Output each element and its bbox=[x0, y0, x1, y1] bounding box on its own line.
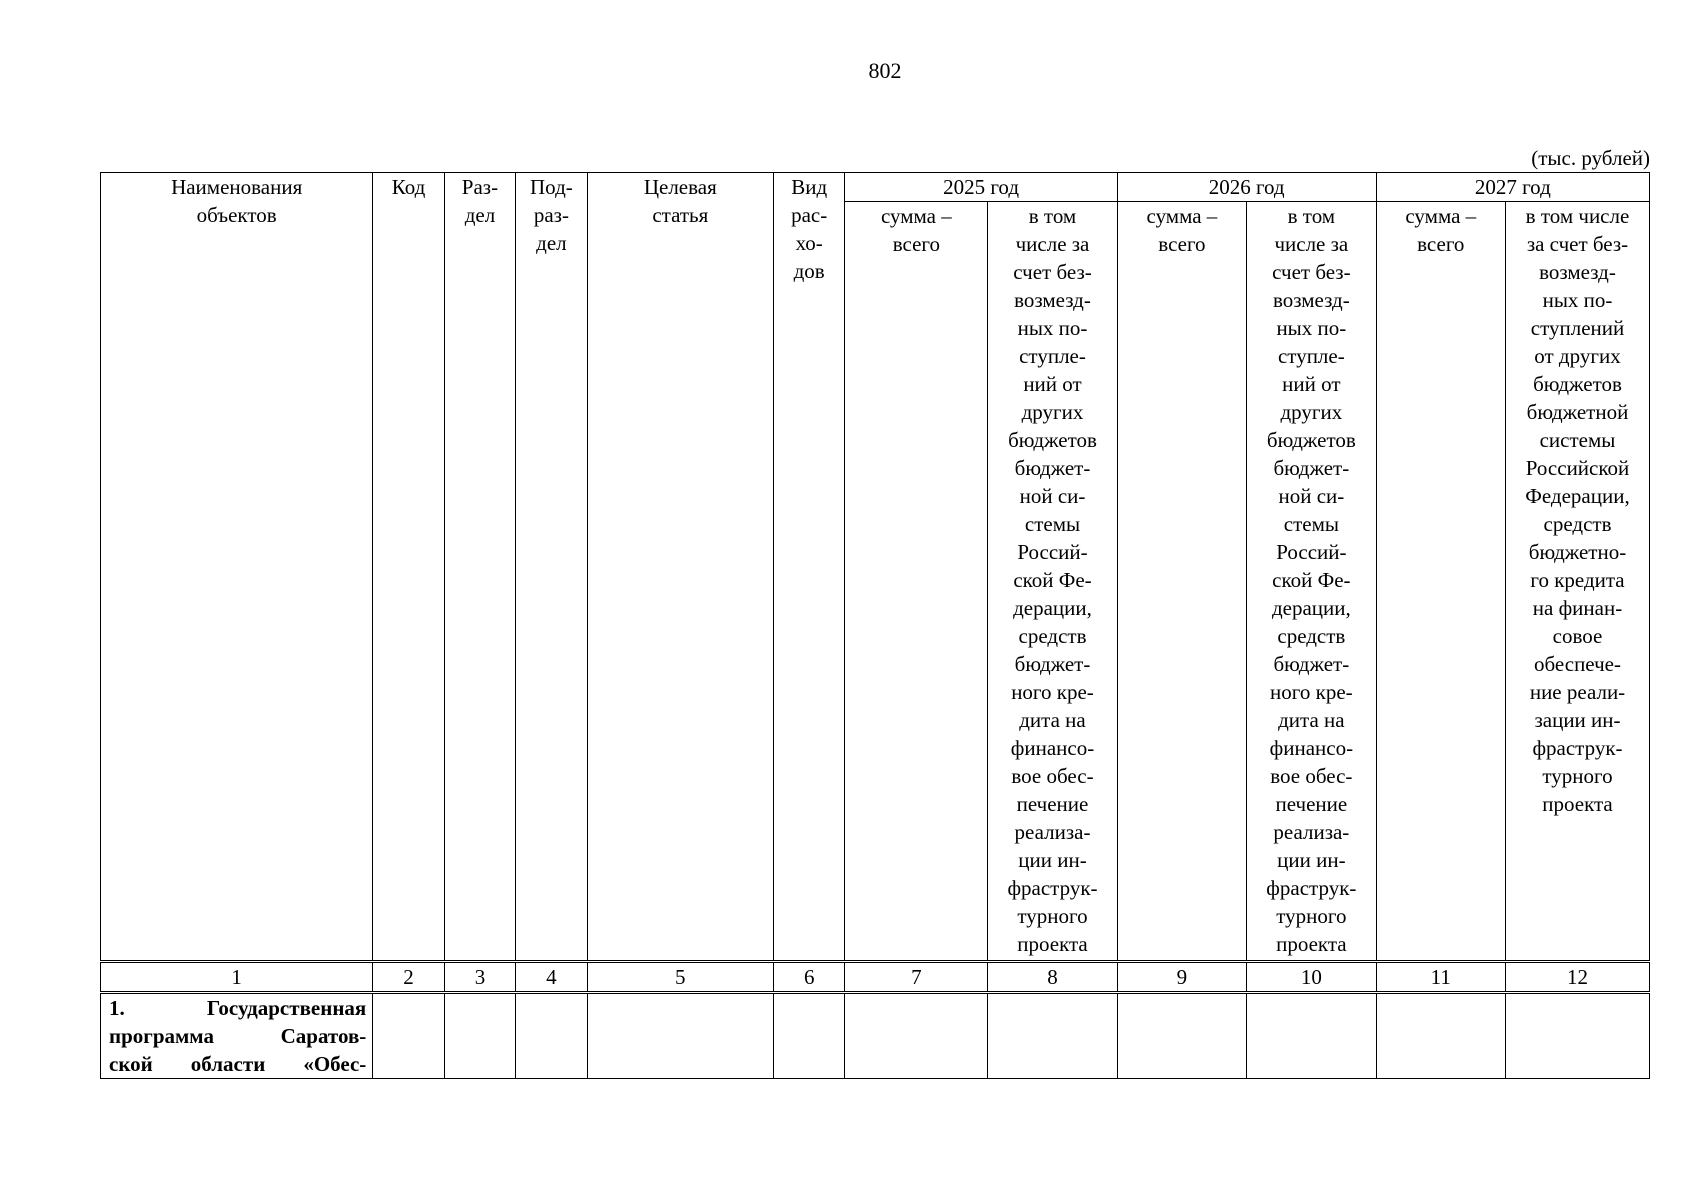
text-line: от других bbox=[1534, 344, 1621, 368]
text-line: всего bbox=[892, 232, 940, 256]
column-number: 2 bbox=[373, 962, 444, 993]
cell-section bbox=[444, 993, 515, 1079]
header-2027-sum-total bbox=[1376, 202, 1505, 962]
text-line: обеспече- bbox=[1534, 652, 1621, 676]
header-2027-incl bbox=[1506, 202, 1650, 962]
text-line: проекта bbox=[1542, 792, 1613, 816]
text-line: бюджетов bbox=[1266, 428, 1356, 452]
text-line: реализа- bbox=[1273, 820, 1350, 844]
text-line: реализа- bbox=[1014, 820, 1091, 844]
header-2025-sum-total bbox=[845, 202, 988, 962]
text-line: дов bbox=[793, 259, 825, 283]
text-line: финансо- bbox=[1269, 736, 1354, 760]
column-number: 11 bbox=[1376, 962, 1505, 993]
header-year-2026: 2026 год bbox=[1117, 173, 1376, 202]
text-line: фраструк- bbox=[1007, 876, 1098, 900]
text-line: ной си- bbox=[1278, 484, 1345, 508]
text-line: раз- bbox=[533, 203, 569, 227]
text-line: Российской bbox=[1525, 456, 1630, 480]
text-line: турного bbox=[1276, 904, 1347, 928]
text-line: фраструк- bbox=[1266, 876, 1357, 900]
text-line: Целевая bbox=[643, 175, 717, 199]
text-line: числе за bbox=[1274, 232, 1349, 256]
text-line: Федерации, bbox=[1525, 484, 1630, 508]
header-2025-incl bbox=[988, 202, 1117, 962]
column-number: 4 bbox=[516, 962, 587, 993]
program-name bbox=[101, 993, 373, 1079]
text-line: ных по- bbox=[1542, 288, 1613, 312]
header-name bbox=[101, 173, 373, 962]
text-line: ской области «Обес- bbox=[109, 1052, 367, 1076]
text-line: Наименования bbox=[171, 175, 303, 199]
cell-2025-incl bbox=[988, 993, 1117, 1079]
text-line: ции ин- bbox=[1018, 848, 1087, 872]
header-2026-incl bbox=[1247, 202, 1376, 962]
cell-target bbox=[587, 993, 773, 1079]
text-line: вое обес- bbox=[1011, 764, 1094, 788]
text-line: турного bbox=[1017, 904, 1088, 928]
page-number: 802 bbox=[868, 58, 902, 83]
text-line: бюджетно- bbox=[1528, 540, 1627, 564]
column-number: 3 bbox=[444, 962, 515, 993]
text-line: ний от bbox=[1023, 372, 1082, 396]
text-line: Под- bbox=[530, 175, 573, 199]
text-line: ной си- bbox=[1019, 484, 1086, 508]
text-line: в том bbox=[1287, 204, 1336, 228]
text-line: ции ин- bbox=[1277, 848, 1346, 872]
text-line: бюджетов bbox=[1008, 428, 1097, 452]
text-line: сумма – bbox=[1146, 204, 1218, 228]
text-line: турного bbox=[1542, 764, 1613, 788]
units-label: (тыс. рублей) bbox=[1531, 146, 1650, 170]
text-line: ступле- bbox=[1019, 344, 1086, 368]
text-line: средств bbox=[1018, 624, 1087, 648]
header-target bbox=[587, 173, 773, 962]
text-line: ступлений bbox=[1530, 316, 1625, 340]
text-line: бюджетов bbox=[1533, 372, 1622, 396]
text-line: дерации, bbox=[1013, 596, 1092, 620]
column-number: 1 bbox=[101, 962, 373, 993]
text-line: печение bbox=[1016, 792, 1089, 816]
text-line: программа Саратов- bbox=[109, 1024, 367, 1048]
cell-expense-type bbox=[773, 993, 844, 1079]
column-numbers-row bbox=[101, 962, 1650, 993]
text-line: Раз- bbox=[461, 175, 499, 199]
header-expense-type bbox=[773, 173, 844, 962]
text-line: счет без- bbox=[1272, 260, 1351, 284]
text-line: ного кре- bbox=[1011, 680, 1094, 704]
text-line: дита на bbox=[1019, 708, 1086, 732]
text-line: системы bbox=[1539, 428, 1616, 452]
text-line: печение bbox=[1275, 792, 1348, 816]
cell-2027-incl bbox=[1506, 993, 1650, 1079]
text-line: за счет без- bbox=[1526, 232, 1629, 256]
text-line: ской Фе- bbox=[1272, 568, 1351, 592]
column-number: 7 bbox=[845, 962, 988, 993]
text-line: бюджет- bbox=[1014, 456, 1091, 480]
text-line: в том числе bbox=[1525, 204, 1630, 228]
text-line: стемы bbox=[1024, 512, 1081, 536]
header-year-2025: 2025 год bbox=[845, 173, 1117, 202]
text-line: счет без- bbox=[1013, 260, 1092, 284]
text-line: дел bbox=[536, 231, 567, 255]
text-line: ных по- bbox=[1017, 316, 1088, 340]
text-line: возмезд- bbox=[1539, 260, 1616, 284]
header-subsection bbox=[516, 173, 587, 962]
text-line: ных по- bbox=[1276, 316, 1347, 340]
header-year-2027: 2027 год bbox=[1376, 173, 1649, 202]
text-line: статья bbox=[652, 203, 709, 227]
text-line: 1. Государственная bbox=[109, 996, 367, 1020]
column-number: 9 bbox=[1117, 962, 1246, 993]
column-number: 5 bbox=[587, 962, 773, 993]
text-line: зации ин- bbox=[1534, 708, 1621, 732]
text-line: ного кре- bbox=[1270, 680, 1353, 704]
cell-2025-sum bbox=[845, 993, 988, 1079]
text-line: стемы bbox=[1283, 512, 1339, 536]
text-line: на финан- bbox=[1532, 596, 1623, 620]
text-line: проекта bbox=[1276, 932, 1347, 956]
text-line: проекта bbox=[1017, 932, 1088, 956]
text-line: сумма – bbox=[880, 204, 952, 228]
text-line: дерации, bbox=[1271, 596, 1351, 620]
text-line: ние реали- bbox=[1529, 680, 1626, 704]
text-line: в том bbox=[1028, 204, 1077, 228]
text-line: средств bbox=[1543, 512, 1612, 536]
text-line: всего bbox=[1417, 232, 1465, 256]
text-line: ступле- bbox=[1277, 344, 1345, 368]
header-section bbox=[444, 173, 515, 962]
text-line: сумма – bbox=[1405, 204, 1477, 228]
text-line: бюджет- bbox=[1273, 456, 1350, 480]
text-line: Россий- bbox=[1017, 540, 1088, 564]
text-line: Вид bbox=[791, 175, 828, 199]
column-number: 10 bbox=[1247, 962, 1376, 993]
header-code: Код bbox=[373, 173, 444, 962]
header-row-1 bbox=[101, 173, 1650, 202]
text-line: ской Фе- bbox=[1013, 568, 1092, 592]
text-line: других bbox=[1021, 400, 1084, 424]
text-line: числе за bbox=[1015, 232, 1090, 256]
text-line: рас- bbox=[791, 203, 828, 227]
cell-code bbox=[373, 993, 444, 1079]
text-line: объектов bbox=[196, 203, 277, 227]
budget-table bbox=[100, 172, 1650, 1079]
column-number: 6 bbox=[773, 962, 844, 993]
text-line: хо- bbox=[795, 231, 823, 255]
text-line: ний от bbox=[1282, 372, 1341, 396]
table-row bbox=[101, 993, 1650, 1079]
text-line: го кредита bbox=[1530, 568, 1625, 592]
cell-subsection bbox=[516, 993, 587, 1079]
text-line: дел bbox=[464, 203, 496, 227]
text-line: возмезд- bbox=[1014, 288, 1091, 312]
text-line: бюджетной bbox=[1526, 400, 1629, 424]
text-line: других bbox=[1280, 400, 1343, 424]
header-2026-sum-total bbox=[1117, 202, 1246, 962]
column-number: 12 bbox=[1506, 962, 1650, 993]
cell-2026-sum bbox=[1117, 993, 1246, 1079]
text-line: финансо- bbox=[1010, 736, 1095, 760]
text-line: всего bbox=[1158, 232, 1206, 256]
cell-2026-incl bbox=[1247, 993, 1376, 1079]
text-line: фраструк- bbox=[1532, 736, 1623, 760]
text-line: дита на bbox=[1278, 708, 1345, 732]
text-line: возмезд- bbox=[1272, 288, 1350, 312]
cell-2027-sum bbox=[1376, 993, 1505, 1079]
text-line: Россий- bbox=[1276, 540, 1347, 564]
column-number: 8 bbox=[988, 962, 1117, 993]
text-line: бюджет- bbox=[1273, 652, 1350, 676]
text-line: вое обес- bbox=[1270, 764, 1353, 788]
text-line: бюджет- bbox=[1014, 652, 1091, 676]
text-line: совое bbox=[1552, 624, 1603, 648]
text-line: средств bbox=[1277, 624, 1346, 648]
